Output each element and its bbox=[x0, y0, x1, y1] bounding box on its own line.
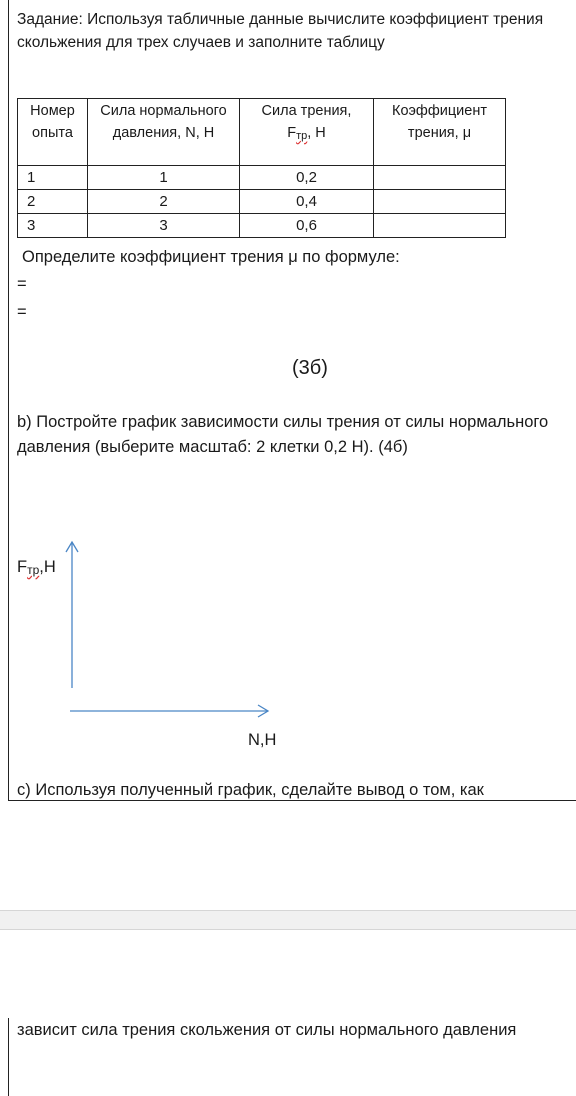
page-left-border-lower bbox=[8, 1018, 9, 1096]
table-row bbox=[18, 166, 506, 190]
cell-number: 1 bbox=[18, 166, 88, 190]
task-text: Задание: Используя табличные данные вычислите коэффициент трения скольжения для трех случаев и заполните таблицу bbox=[17, 11, 544, 51]
cell-coefficient[interactable] bbox=[374, 166, 506, 190]
table-row bbox=[18, 190, 506, 214]
header-normal-force: Сила нормального давления, N, Н bbox=[88, 99, 240, 166]
cell-friction-force: 0,2 bbox=[240, 166, 374, 190]
part-b-text: b) Постройте график зависимости силы трения от силы нормального давления (выберите масштаб: 2 клетки 0,2 Н). (4б) bbox=[17, 413, 549, 456]
header-friction-force-subscript: тр bbox=[296, 130, 308, 142]
header-friction-force-unit: , Н bbox=[307, 125, 326, 141]
header-friction-force-symbol: F bbox=[287, 125, 297, 141]
header-friction-force bbox=[240, 99, 374, 166]
points-part-a: (3б) bbox=[292, 357, 328, 379]
page-break-line bbox=[8, 800, 576, 801]
header-friction-force-label: Сила трения, bbox=[261, 103, 352, 119]
header-experiment-number: Номер опыта bbox=[18, 99, 88, 166]
header-friction-coefficient: Коэффициент трения, μ bbox=[374, 99, 506, 166]
y-axis-label-unit: ,Н bbox=[39, 558, 56, 576]
equation-line-1: = bbox=[17, 275, 27, 293]
formula-prompt: Определите коэффициент трения μ по формуле: bbox=[22, 248, 400, 266]
page-gap-band bbox=[0, 910, 576, 930]
table-header-row bbox=[18, 99, 506, 166]
part-c-text-end: зависит сила трения скольжения от силы нормального давления bbox=[17, 1021, 517, 1039]
cell-coefficient[interactable] bbox=[374, 214, 506, 238]
table-row bbox=[18, 214, 506, 238]
cell-normal-force: 3 bbox=[88, 214, 240, 238]
part-c-text-start: c) Используя полученный график, сделайте вывод о том, как bbox=[17, 781, 484, 799]
equation-line-2: = bbox=[17, 303, 27, 321]
data-table bbox=[17, 98, 506, 238]
cell-friction-force: 0,6 bbox=[240, 214, 374, 238]
x-axis-label: N,Н bbox=[248, 731, 277, 749]
cell-normal-force: 1 bbox=[88, 166, 240, 190]
cell-friction-force: 0,4 bbox=[240, 190, 374, 214]
y-axis-label-subscript: тр bbox=[27, 563, 40, 577]
cell-normal-force: 2 bbox=[88, 190, 240, 214]
y-axis-label-symbol: F bbox=[17, 558, 28, 576]
cell-number: 3 bbox=[18, 214, 88, 238]
cell-number: 2 bbox=[18, 190, 88, 214]
cell-coefficient[interactable] bbox=[374, 190, 506, 214]
y-axis-label bbox=[17, 558, 56, 577]
